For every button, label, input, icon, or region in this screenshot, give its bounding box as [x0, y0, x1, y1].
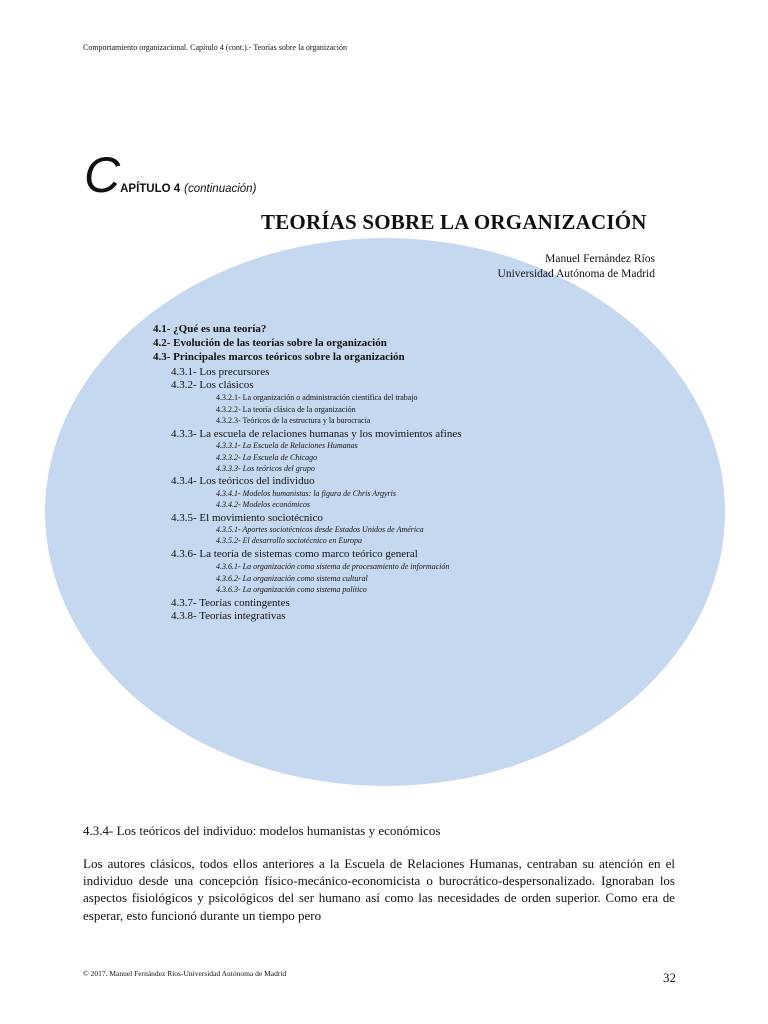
- toc-item: 4.3.8- Teorías integrativas: [171, 610, 286, 622]
- author-name: Manuel Fernández Ríos: [545, 253, 655, 265]
- toc-item: 4.3.7- Teorías contingentes: [171, 597, 290, 609]
- toc-item: 4.3.6.3- La organización como sistema político: [216, 585, 367, 594]
- toc-item: 4.3.4.1- Modelos humanistas: la figura de Chris Argyris: [216, 489, 397, 498]
- toc-item: 4.3- Principales marcos teóricos sobre la organización: [153, 351, 405, 363]
- toc-item: 4.2- Evolución de las teorías sobre la organización: [153, 337, 387, 349]
- body-paragraph: Los autores clásicos, todos ellos anteriores a la Escuela de Relaciones Humanas, centraban su atención en el individuo desde una concepción físico-mecánico-economicista o burocrático-despersonalizado. Ignoraban los aspectos fisiológicos y psicológicos del ser humano así como las necesidades de orden superior. Como era de esperar, esto funcionó durante un tiempo pero: [83, 856, 675, 923]
- chapter-label: APÍTULO 4: [120, 183, 181, 195]
- toc-item: 4.3.2- Los clásicos: [171, 379, 254, 391]
- toc-item: 4.3.6.1- La organización como sistema de procesamiento de información: [216, 562, 450, 571]
- running-header: Comportamiento organizacional. Capítulo 4 (cont.).- Teorías sobre la organización: [83, 43, 348, 52]
- toc-item: 4.3.1- Los precursores: [171, 366, 270, 378]
- toc-item: 4.3.5- El movimiento sociotécnico: [171, 512, 323, 524]
- toc-item: 4.3.5.1- Aportes sociotécnicos desde Estados Unidos de América: [216, 525, 424, 534]
- page-title: TEORÍAS SOBRE LA ORGANIZACIÓN: [261, 210, 647, 234]
- toc-item: 4.3.2.2- La teoría clásica de la organización: [216, 405, 356, 414]
- toc-item: 4.3.4- Los teóricos del individuo: [171, 475, 315, 487]
- toc-item: 4.3.6.2- La organización como sistema cultural: [216, 574, 368, 583]
- chapter-continuation: (continuación): [184, 183, 257, 195]
- toc-item: 4.3.5.2- El desarrollo sociotécnico en Europa: [216, 536, 363, 545]
- toc-item: 4.3.3- La escuela de relaciones humanas y los movimientos afines: [171, 428, 462, 440]
- toc-item: 4.3.4.2- Modelos económicos: [216, 500, 310, 509]
- toc-item: 4.1- ¿Qué es una teoría?: [153, 323, 267, 335]
- toc-item: 4.3.3.1- La Escuela de Relaciones Humanas: [216, 441, 358, 450]
- toc-item: 4.3.6- La teoría de sistemas como marco teórico general: [171, 548, 418, 560]
- page-number: 32: [663, 970, 676, 985]
- toc-item: 4.3.3.2- La Escuela de Chicago: [216, 453, 318, 462]
- toc-item: 4.3.2.1- La organización o administración científica del trabajo: [216, 393, 418, 402]
- author-affiliation: Universidad Autónoma de Madrid: [497, 268, 655, 280]
- chapter-initial: C: [84, 147, 121, 203]
- section-heading: 4.3.4- Los teóricos del individuo: modelos humanistas y económicos: [83, 823, 441, 838]
- footer-copyright: © 2017. Manuel Fernández Ríos-Universidad Autónoma de Madrid: [83, 969, 287, 978]
- toc-item: 4.3.2.3- Teóricos de la estructura y la burocracia: [216, 416, 371, 425]
- toc-item: 4.3.3.3- Los teóricos del grupo: [216, 464, 315, 473]
